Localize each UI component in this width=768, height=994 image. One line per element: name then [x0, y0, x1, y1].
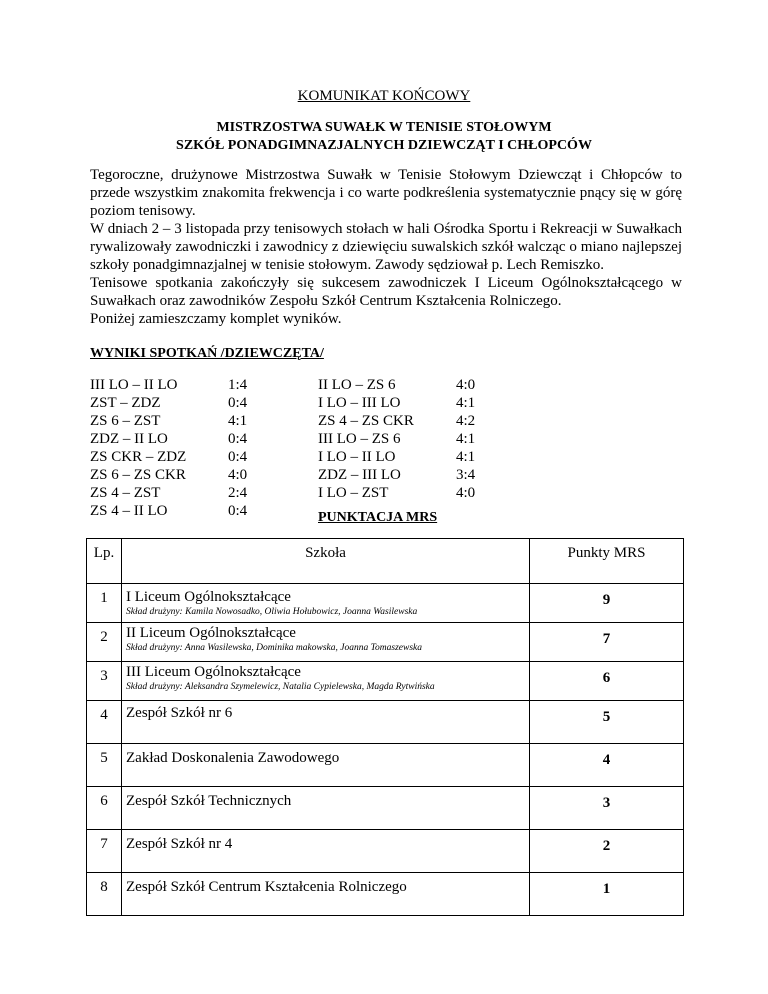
team-members: Skład drużyny: Aleksandra Szymelewicz, Natalia Cypielewska, Magda Rytwińska [126, 682, 435, 692]
match-score: 3:4 [456, 467, 476, 483]
match-score: 4:1 [456, 431, 476, 447]
row-lp: 2 [87, 623, 122, 662]
row-lp: 1 [87, 584, 122, 623]
school-name: I Liceum Ogólnokształcące [126, 589, 291, 605]
match-score: 0:4 [228, 431, 248, 447]
row-school: Zespół Szkół nr 6 [122, 701, 530, 744]
match-score: 0:4 [228, 395, 248, 411]
match-score: 1:4 [228, 377, 248, 393]
match-score: 4:0 [228, 467, 248, 483]
match-name: ZS 4 – ZS CKR [318, 413, 414, 429]
results-left-matches [90, 376, 186, 520]
row-school: Zespół Szkół Centrum Kształcenia Rolniczego [122, 873, 530, 916]
heading-line-2: SZKÓŁ PONADGIMNAZJALNYCH DZIEWCZĄT I CHŁOPCÓW [176, 138, 592, 153]
match-score: 4:1 [456, 449, 476, 465]
header-lp: Lp. [87, 539, 122, 584]
match-score: 4:2 [456, 413, 476, 429]
row-lp: 3 [87, 662, 122, 701]
match-name: ZS 6 – ZST [90, 413, 161, 429]
table-row [87, 623, 684, 662]
intro-paragraph-2: W dniach 2 – 3 listopada przy tenisowych stołach w hali Ośrodka Sportu i Rekreacji w Suwałkach rywalizowały zawodniczki i zawodnicy z dziewięciu suwalskich szkół walcząc o miano najlepszej szkoły ponadgimnazjalnej w tenisie stołowym. Zawody sędziował p. Lech Remiszko. [90, 221, 682, 273]
table-row [87, 701, 684, 744]
row-school: Zespół Szkół nr 4 [122, 830, 530, 873]
row-school: Zakład Doskonalenia Zawodowego [122, 744, 530, 787]
intro-paragraph-1: Tegoroczne, drużynowe Mistrzostwa Suwałk w Tenisie Stołowym Dziewcząt i Chłopców to przede wszystkim znakomita frekwencja i co warte podkreślenia systematycznie pnący się w górę poziom tenisowy. [90, 167, 682, 219]
results-heading: WYNIKI SPOTKAŃ /DZIEWCZĘTA/ [90, 346, 324, 361]
intro-paragraph-3: Tenisowe spotkania zakończyły się sukcesem zawodniczek I Liceum Ogólnokształcącego w Suwałkach oraz zawodników Zespołu Szkół Centrum Kształcenia Rolniczego. [90, 275, 682, 309]
match-score: 4:1 [228, 413, 248, 429]
results-left-scores [228, 376, 247, 520]
table-header-row [87, 539, 684, 584]
match-name: ZS 4 – II LO [90, 503, 168, 519]
row-points: 7 [530, 623, 684, 662]
row-points: 5 [530, 701, 684, 744]
match-name: I LO – II LO [318, 449, 396, 465]
row-lp: 5 [87, 744, 122, 787]
row-points: 6 [530, 662, 684, 701]
match-name: II LO – ZS 6 [318, 377, 396, 393]
heading-line-1: MISTRZOSTWA SUWAŁK W TENISIE STOŁOWYM [216, 120, 552, 135]
match-score: 4:0 [456, 485, 476, 501]
match-name: ZDZ – II LO [90, 431, 168, 447]
match-score: 2:4 [228, 485, 248, 501]
match-score: 4:1 [456, 395, 476, 411]
match-name: III LO – II LO [90, 377, 178, 393]
row-school [122, 623, 530, 662]
table-row [87, 830, 684, 873]
table-row [87, 787, 684, 830]
school-name: II Liceum Ogólnokształcące [126, 625, 296, 641]
match-name: ZST – ZDZ [90, 395, 161, 411]
table-row [87, 744, 684, 787]
row-school [122, 584, 530, 623]
row-points: 4 [530, 744, 684, 787]
intro-paragraph-4: Poniżej zamieszczamy komplet wyników. [90, 311, 342, 327]
table-row [87, 873, 684, 916]
document-title: KOMUNIKAT KOŃCOWY [297, 88, 471, 104]
row-school: Zespół Szkół Technicznych [122, 787, 530, 830]
header-school: Szkoła [122, 539, 530, 584]
row-lp: 4 [87, 701, 122, 744]
match-name: III LO – ZS 6 [318, 431, 401, 447]
table-row [87, 584, 684, 623]
school-name: III Liceum Ogólnokształcące [126, 664, 301, 680]
results-right-scores [456, 376, 475, 502]
match-score: 4:0 [456, 377, 476, 393]
match-name: ZS 6 – ZS CKR [90, 467, 186, 483]
team-members: Skład drużyny: Anna Wasilewska, Dominika makowska, Joanna Tomaszewska [126, 643, 422, 653]
row-points: 2 [530, 830, 684, 873]
match-name: ZDZ – III LO [318, 467, 401, 483]
team-members: Skład drużyny: Kamila Nowosadko, Oliwia Hołubowicz, Joanna Wasilewska [126, 607, 418, 617]
row-points: 3 [530, 787, 684, 830]
match-score: 0:4 [228, 503, 248, 519]
row-lp: 7 [87, 830, 122, 873]
row-lp: 6 [87, 787, 122, 830]
points-table [86, 538, 684, 916]
row-points: 9 [530, 584, 684, 623]
match-name: ZS 4 – ZST [90, 485, 161, 501]
results-right-matches [318, 376, 414, 502]
match-name: I LO – III LO [318, 395, 401, 411]
row-points: 1 [530, 873, 684, 916]
table-row [87, 662, 684, 701]
points-heading: PUNKTACJA MRS [318, 510, 438, 525]
row-lp: 8 [87, 873, 122, 916]
header-points: Punkty MRS [530, 539, 684, 584]
match-name: I LO – ZST [318, 485, 389, 501]
match-name: ZS CKR – ZDZ [90, 449, 187, 465]
match-score: 0:4 [228, 449, 248, 465]
row-school [122, 662, 530, 701]
